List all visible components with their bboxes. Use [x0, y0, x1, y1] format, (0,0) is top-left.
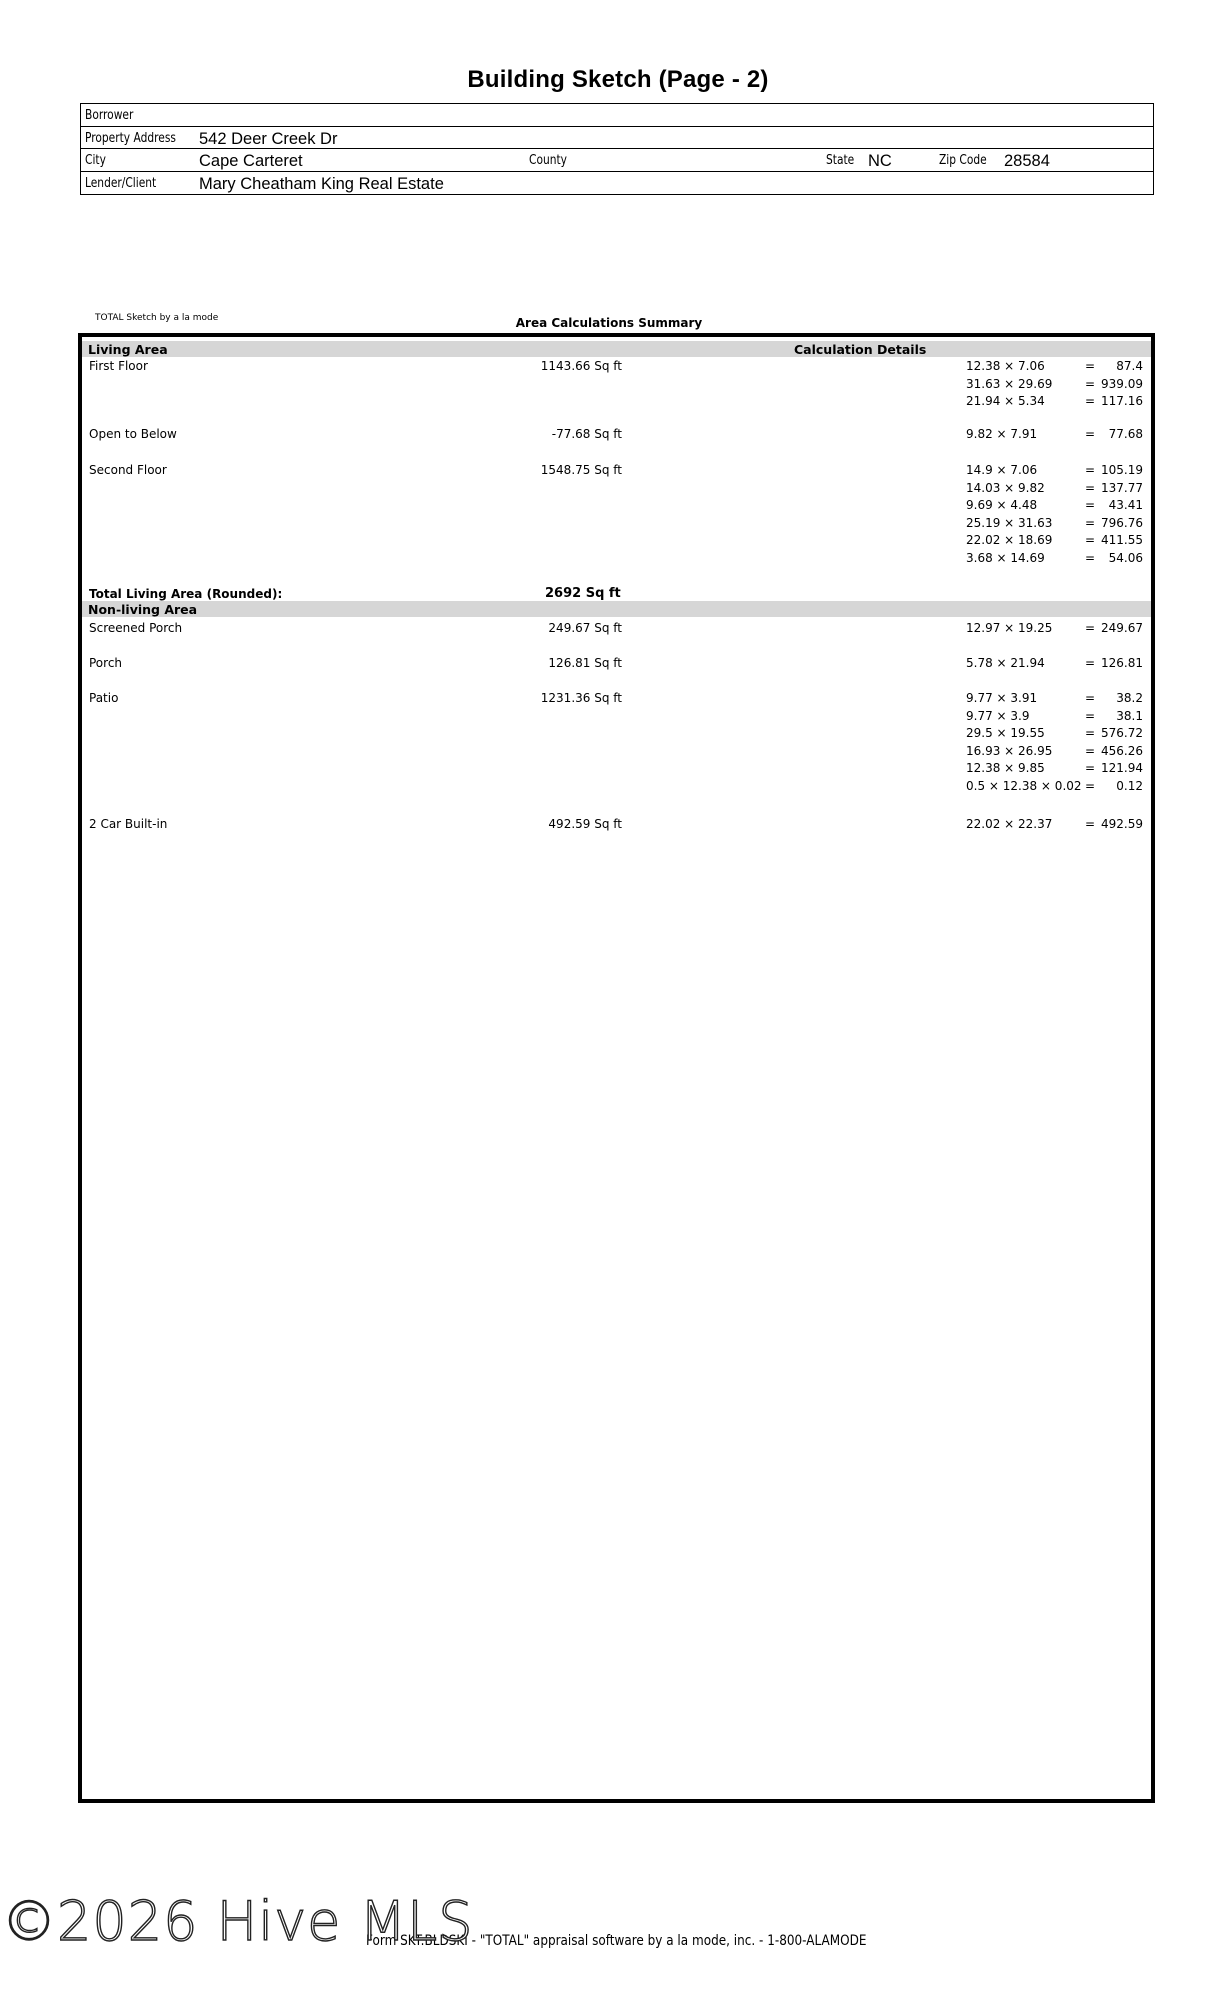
lender-value: Mary Cheatham King Real Estate — [199, 174, 444, 193]
calc-equals-sign: = — [1085, 394, 1096, 409]
form-footer: Form SKT.BLDSKI - "TOTAL" appraisal software by a la mode, inc. - 1-800-ALAMODE — [366, 1933, 867, 1949]
calc-expression: 9.69 × 4.48 — [966, 498, 1038, 513]
calc-result: 38.1 — [1116, 708, 1143, 723]
calc-result: 796.76 — [1101, 515, 1143, 530]
lender-row — [81, 172, 1153, 195]
item-area: -77.68 Sq ft — [551, 427, 622, 441]
item-area: 249.67 Sq ft — [548, 621, 622, 635]
calc-equals-sign: = — [1085, 691, 1096, 705]
calc-equals-sign: = — [1085, 779, 1096, 793]
summary-title: Area Calculations Summary — [515, 316, 703, 330]
calc-equals-sign: = — [1085, 817, 1096, 831]
calc-equals-sign: = — [1085, 359, 1096, 373]
state-label: State — [826, 153, 855, 168]
calc-result: 43.41 — [1108, 498, 1143, 513]
calc-expression: 22.02 × 22.37 — [966, 817, 1053, 831]
calc-expression: 29.5 × 19.55 — [966, 726, 1045, 741]
calc-result: 117.16 — [1101, 394, 1143, 409]
living-area-label: Living Area — [88, 342, 168, 357]
calc-result: 126.81 — [1101, 656, 1143, 670]
calc-equals-sign: = — [1085, 551, 1096, 565]
city-row — [81, 149, 1153, 172]
item-name: Second Floor — [89, 463, 167, 477]
item-area: 1231.36 Sq ft — [540, 691, 622, 705]
city-label: City — [85, 153, 106, 168]
calculation-details-label: Calculation Details — [794, 342, 927, 357]
calc-expression: 5.78 × 21.94 — [966, 656, 1045, 670]
borrower-row — [81, 104, 1153, 127]
calc-equals-sign: = — [1085, 376, 1096, 391]
property-address-value: 542 Deer Creek Dr — [199, 129, 338, 148]
subject-info-table — [80, 103, 1154, 195]
calc-equals-sign: = — [1085, 515, 1096, 530]
calc-result: 38.2 — [1116, 691, 1143, 705]
property-address-label: Property Address — [85, 130, 176, 146]
total-living-label: Total Living Area (Rounded): — [89, 587, 283, 601]
calc-expression: 12.38 × 9.85 — [966, 761, 1045, 776]
calc-result: 77.68 — [1108, 427, 1143, 441]
total-living-value: 2692 Sq ft — [545, 586, 621, 601]
calc-expression: 14.03 × 9.82 — [966, 480, 1045, 495]
page-title: Building Sketch (Page - 2) — [467, 66, 769, 93]
item-area: 492.59 Sq ft — [548, 817, 622, 831]
living-area-header — [82, 341, 1151, 357]
item-area: 1548.75 Sq ft — [540, 463, 622, 477]
calc-expression: 22.02 × 18.69 — [966, 533, 1053, 548]
calc-result: 54.06 — [1108, 551, 1143, 565]
calc-result: 411.55 — [1101, 533, 1143, 548]
borrower-label: Borrower — [85, 108, 134, 123]
calc-equals-sign: = — [1085, 621, 1096, 635]
calc-result: 576.72 — [1101, 726, 1143, 741]
calc-result: 0.12 — [1116, 779, 1143, 793]
calc-result: 249.67 — [1101, 621, 1143, 635]
calc-equals-sign: = — [1085, 761, 1096, 776]
calc-result: 121.94 — [1101, 761, 1143, 776]
calc-expression: 0.5 × 12.38 × 0.02 — [966, 779, 1082, 793]
calc-expression: 12.38 × 7.06 — [966, 359, 1045, 373]
zip-code-value: 28584 — [1004, 152, 1050, 170]
calc-expression: 9.77 × 3.91 — [966, 691, 1038, 705]
calc-equals-sign: = — [1085, 726, 1096, 741]
calc-result: 939.09 — [1101, 376, 1143, 391]
property-address-row — [81, 127, 1153, 150]
calc-expression: 9.77 × 3.9 — [966, 708, 1030, 723]
city-value: Cape Carteret — [199, 152, 303, 170]
calc-result: 456.26 — [1101, 743, 1143, 758]
lender-label: Lender/Client — [85, 175, 157, 191]
item-name: Open to Below — [89, 427, 177, 441]
calc-equals-sign: = — [1085, 498, 1096, 513]
item-area: 126.81 Sq ft — [548, 656, 622, 670]
calc-equals-sign: = — [1085, 463, 1096, 477]
calc-result: 87.4 — [1116, 359, 1143, 373]
item-name: Screened Porch — [89, 621, 183, 635]
calc-expression: 21.94 × 5.34 — [966, 394, 1045, 409]
item-name: 2 Car Built-in — [89, 817, 168, 831]
calc-expression: 16.93 × 26.95 — [966, 743, 1053, 758]
item-name: Patio — [89, 691, 119, 705]
calc-expression: 9.82 × 7.91 — [966, 427, 1038, 441]
calc-equals-sign: = — [1085, 656, 1096, 670]
item-area: 1143.66 Sq ft — [540, 359, 622, 373]
calc-result: 137.77 — [1101, 480, 1143, 495]
state-value: NC — [868, 152, 892, 170]
non-living-area-header — [82, 601, 1151, 617]
zip-code-label: Zip Code — [939, 153, 987, 168]
item-name: Porch — [89, 656, 123, 670]
calc-expression: 12.97 × 19.25 — [966, 621, 1053, 635]
item-name: First Floor — [89, 359, 148, 373]
calc-expression: 3.68 × 14.69 — [966, 551, 1045, 565]
calc-result: 492.59 — [1101, 817, 1143, 831]
non-living-area-label: Non-living Area — [88, 602, 198, 617]
calc-expression: 31.63 × 29.69 — [966, 376, 1053, 391]
county-label: County — [529, 153, 567, 168]
calc-result: 105.19 — [1101, 463, 1143, 477]
calc-equals-sign: = — [1085, 533, 1096, 548]
calc-expression: 14.9 × 7.06 — [966, 463, 1038, 477]
sketch-credit: TOTAL Sketch by a la mode — [95, 313, 219, 323]
watermark: ©2026 Hive MLS — [2, 1890, 474, 1953]
calc-equals-sign: = — [1085, 743, 1096, 758]
calc-equals-sign: = — [1085, 480, 1096, 495]
calc-equals-sign: = — [1085, 427, 1096, 441]
calc-equals-sign: = — [1085, 708, 1096, 723]
calc-expression: 25.19 × 31.63 — [966, 515, 1053, 530]
